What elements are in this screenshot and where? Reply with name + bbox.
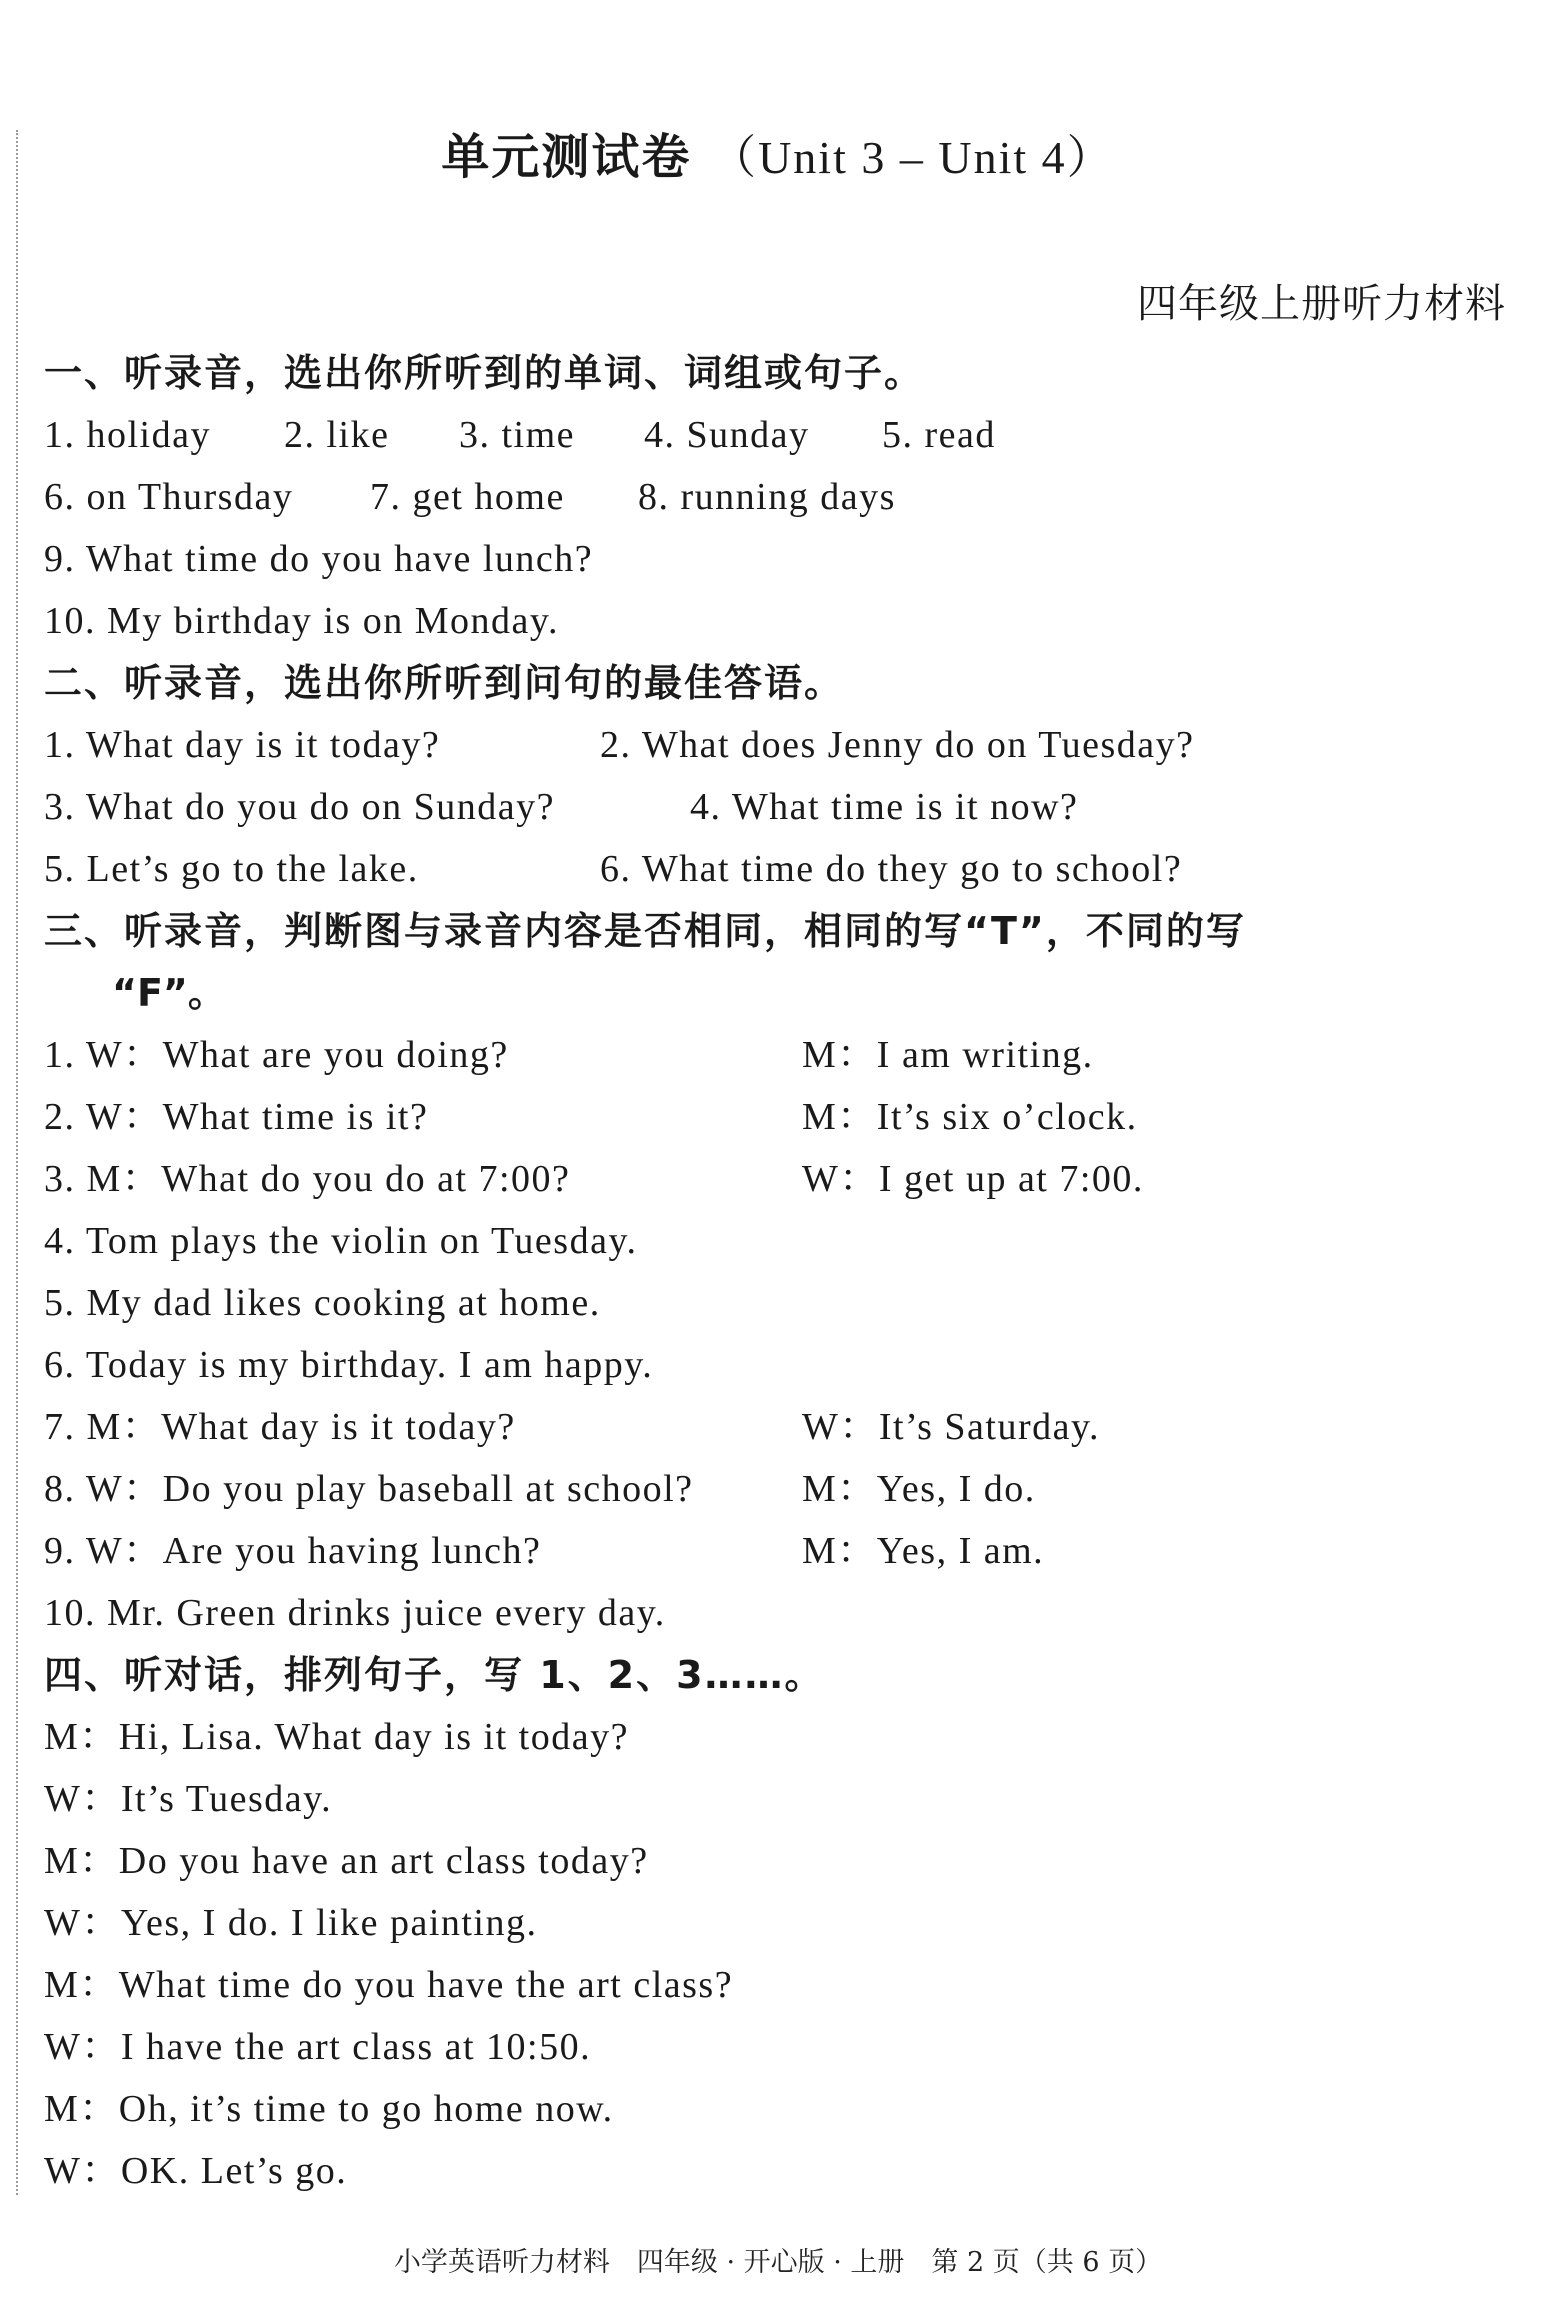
section-1-heading: 一、听录音，选出你所听到的单词、词组或句子。 (44, 351, 925, 395)
sentence-5: 5. My dad likes cooking at home. (44, 1282, 601, 1324)
dialog-line-1b: M：I am writing. (802, 1034, 1094, 1076)
page-subtitle: 四年级上册听力材料 (1137, 281, 1506, 327)
section-2-heading: 二、听录音，选出你所听到问句的最佳答语。 (44, 661, 845, 705)
question-6: 6. What time do they go to school? (600, 848, 1183, 890)
binding-margin-line (16, 130, 18, 2195)
section-3-line (44, 1210, 1514, 1272)
item-8: 8. running days (638, 476, 896, 518)
listening-material (44, 342, 1514, 2202)
conversation-line: M：Hi, Lisa. What day is it today? (44, 1716, 629, 1758)
sentence-10: 10. Mr. Green drinks juice every day. (44, 1592, 666, 1634)
page-title (0, 118, 1556, 187)
section-1-line (44, 528, 1514, 590)
section-3-line (44, 1024, 1514, 1086)
section-4-heading: 四、听对话，排列句子，写 1、2、3……。 (44, 1653, 825, 1697)
section-3-heading-continued: “F”。 (112, 971, 226, 1015)
conversation-line: W：I have the art class at 10:50. (44, 2026, 592, 2068)
conversation-line: W：It’s Tuesday. (44, 1778, 333, 1820)
dialog-line-7a: 7. M：What day is it today? (44, 1406, 516, 1448)
section-1-line (44, 404, 1514, 466)
section-3-line (44, 1086, 1514, 1148)
conversation-line: M：Do you have an art class today? (44, 1840, 649, 1882)
section-3-heading: 三、听录音，判断图与录音内容是否相同，相同的写“T”，不同的写 (44, 909, 1246, 953)
section-2-line (44, 838, 1514, 900)
question-3: 3. What do you do on Sunday? (44, 786, 555, 828)
item-4: 4. Sunday (644, 414, 810, 456)
question-1: 1. What day is it today? (44, 724, 441, 766)
section-3-line (44, 1520, 1514, 1582)
title-en: （Unit 3 – Unit 4） (710, 132, 1115, 183)
dialog-line-8a: 8. W：Do you play baseball at school? (44, 1468, 694, 1510)
page-footer: 小学英语听力材料 四年级 · 开心版 · 上册 第 2 页（共 6 页） (393, 2247, 1163, 2278)
item-3: 3. time (459, 414, 576, 456)
dialog-line-9b: M：Yes, I am. (802, 1530, 1045, 1572)
dialog-line-3a: 3. M：What do you do at 7:00? (44, 1158, 571, 1200)
section-2-line (44, 714, 1514, 776)
section-3-line (44, 1272, 1514, 1334)
dialog-line-2b: M：It’s six o’clock. (802, 1096, 1138, 1138)
conversation-line: M：Oh, it’s time to go home now. (44, 2088, 614, 2130)
sentence-6: 6. Today is my birthday. I am happy. (44, 1344, 654, 1386)
dialog-line-7b: W：It’s Saturday. (802, 1406, 1101, 1448)
section-3-line (44, 1396, 1514, 1458)
section-3-line (44, 1458, 1514, 1520)
dialog-line-3b: W：I get up at 7:00. (802, 1158, 1144, 1200)
item-2: 2. like (284, 414, 390, 456)
question-4: 4. What time is it now? (690, 786, 1079, 828)
dialog-line-1a: 1. W：What are you doing? (44, 1034, 509, 1076)
section-3-line (44, 1334, 1514, 1396)
section-3-line (44, 1148, 1514, 1210)
item-5: 5. read (882, 414, 996, 456)
section-1-line (44, 466, 1514, 528)
dialog-line-8b: M：Yes, I do. (802, 1468, 1036, 1510)
item-1: 1. holiday (44, 414, 211, 456)
item-10: 10. My birthday is on Monday. (44, 600, 559, 642)
sentence-4: 4. Tom plays the violin on Tuesday. (44, 1220, 638, 1262)
conversation-line: W：Yes, I do. I like painting. (44, 1902, 538, 1944)
section-3-line (44, 1582, 1514, 1644)
conversation-line: W：OK. Let’s go. (44, 2150, 348, 2192)
question-5: 5. Let’s go to the lake. (44, 848, 419, 890)
item-7: 7. get home (370, 476, 565, 518)
item-9: 9. What time do you have lunch? (44, 538, 594, 580)
section-2-line (44, 776, 1514, 838)
dialog-line-9a: 9. W：Are you having lunch? (44, 1530, 542, 1572)
conversation-line: M：What time do you have the art class? (44, 1964, 734, 2006)
title-zh: 单元测试卷 (441, 129, 692, 185)
item-6: 6. on Thursday (44, 476, 294, 518)
section-1-line (44, 590, 1514, 652)
dialog-line-2a: 2. W：What time is it? (44, 1096, 429, 1138)
question-2: 2. What does Jenny do on Tuesday? (600, 724, 1195, 766)
